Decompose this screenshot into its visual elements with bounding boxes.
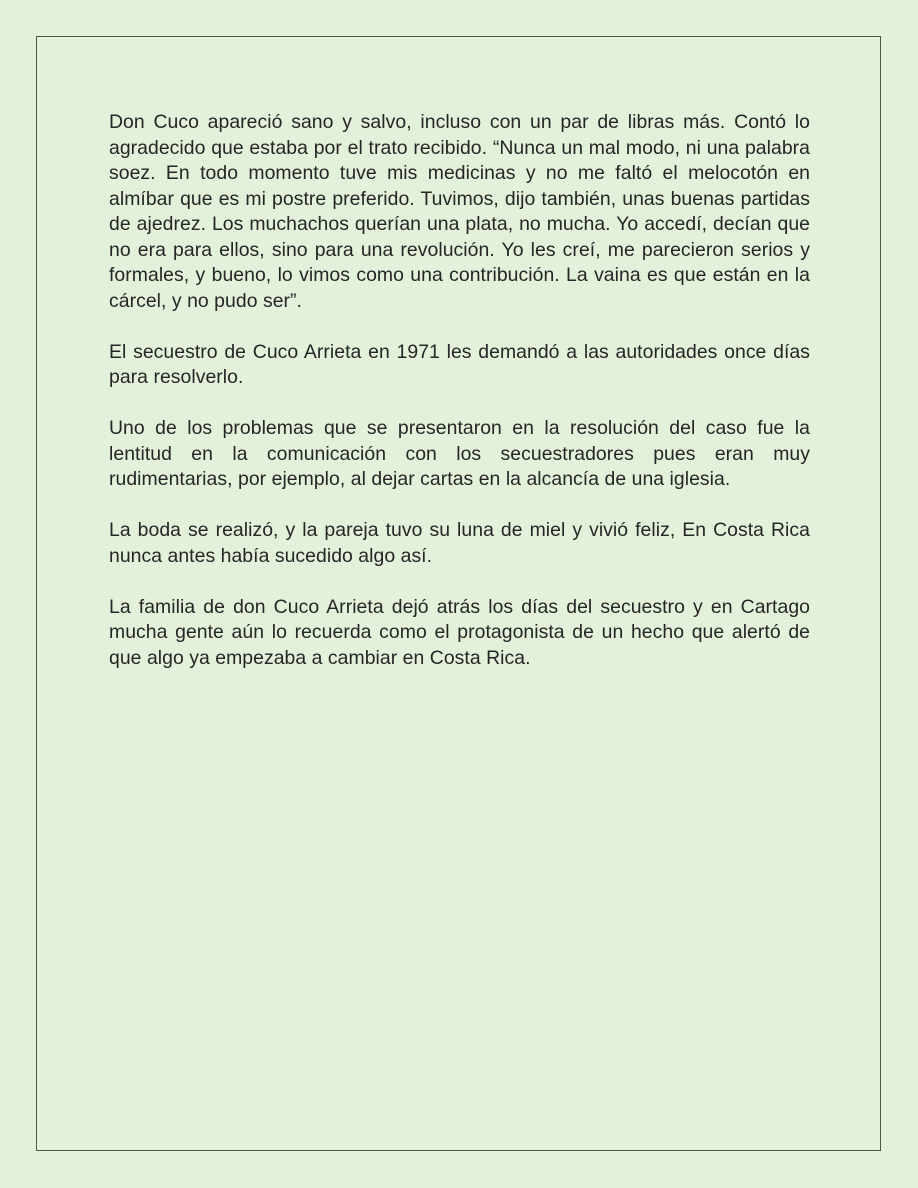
- paragraph-3: Uno de los problemas que se presentaron en la resolución del caso fue la lentitud en la comunicación con los secuestradores pues eran muy rudimentarias, por ejemplo, al dejar cartas en la alcancía de una iglesia.: [109, 417, 810, 490]
- paragraph-1: Don Cuco apareció sano y salvo, incluso con un par de libras más. Contó lo agradecido que estaba por el trato recibido. “Nunca un mal modo, ni una palabra soez. En todo momento tuve mis medicinas y no me faltó el melocotón en almíbar que es mi postre preferido. Tuvimos, dijo también, unas buenas partidas de ajedrez. Los muchachos querían una plata, no mucha. Yo accedí, decían que no era para ellos, sino para una revolución. Yo les creí, me parecieron serios y formales, y bueno, lo vimos como una contribución. La vaina es que están en la cárcel, y no pudo ser”.: [109, 111, 810, 312]
- paragraph-4: La boda se realizó, y la pareja tuvo su luna de miel y vivió feliz, En Costa Rica nunca antes había sucedido algo así.: [109, 519, 810, 567]
- document-body: [109, 110, 810, 671]
- paragraph-2: El secuestro de Cuco Arrieta en 1971 les demandó a las autoridades once días para resolverlo.: [109, 340, 810, 388]
- paragraph-5: La familia de don Cuco Arrieta dejó atrás los días del secuestro y en Cartago mucha gente aún lo recuerda como el protagonista de un hecho que alertó de que algo ya empezaba a cambiar en Costa Rica.: [109, 595, 810, 669]
